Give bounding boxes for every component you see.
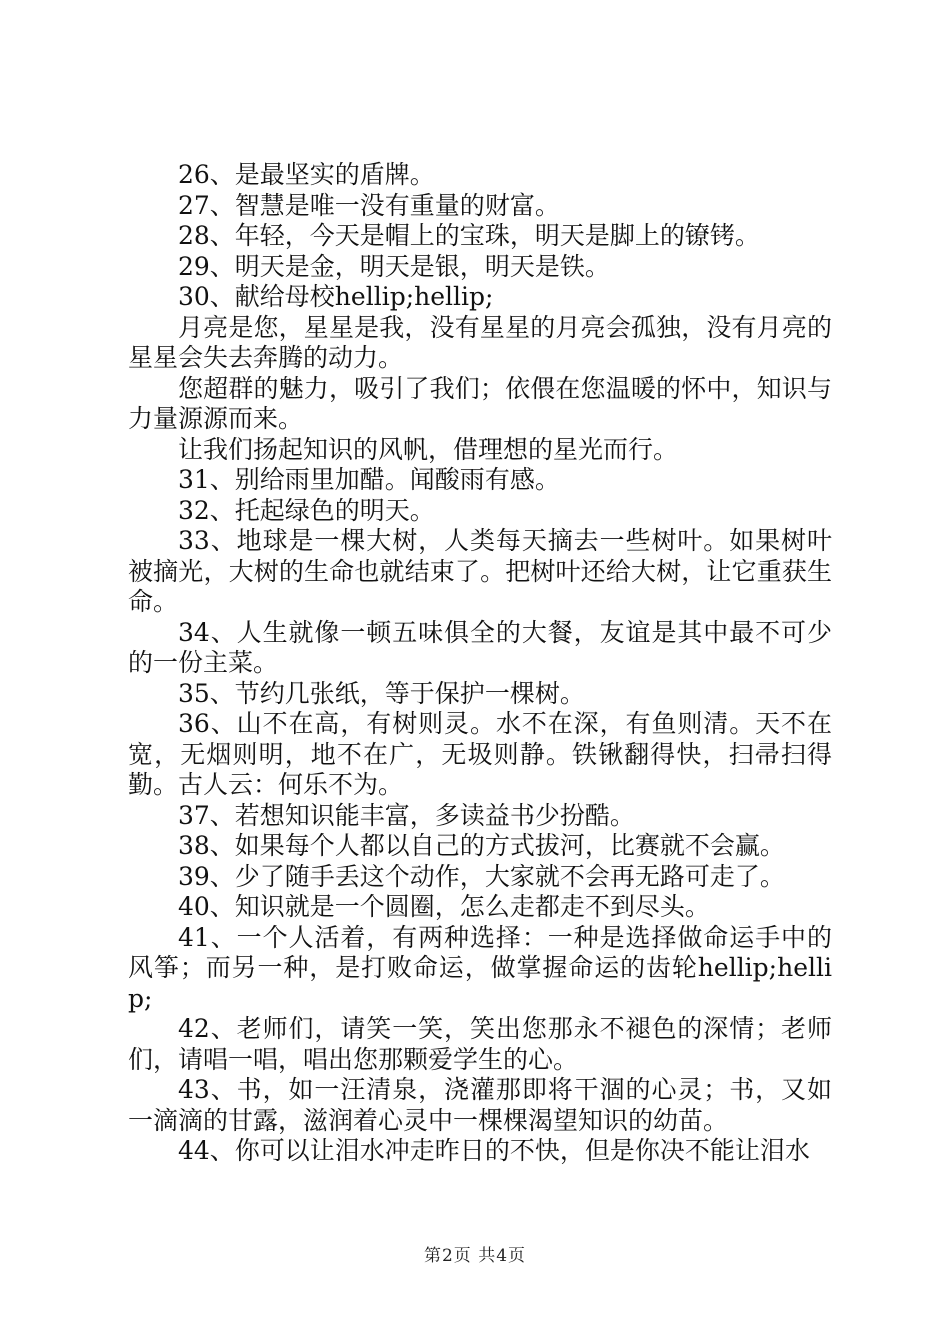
- paragraph: 34、人生就像一顿五味俱全的大餐，友谊是其中最不可少的一份主菜。: [128, 617, 832, 677]
- paragraph: 26、是最坚实的盾牌。: [178, 160, 435, 189]
- paragraph: 42、老师们，请笑一笑，笑出您那永不褪色的深情；老师们，请唱一唱，唱出您那颗爱学生的心。: [128, 1014, 832, 1074]
- paragraph: 29、明天是金，明天是银，明天是铁。: [178, 251, 610, 281]
- paragraph: 36、山不在高，有树则灵。水不在深，有鱼则清。天不在宽，无烟则明，地不在广，无圾则静。铁锹翻得快，扫帚扫得勤。古人云：何乐不为。: [128, 709, 832, 799]
- paragraph: 让我们扬起知识的风帆，借理想的星光而行。: [178, 434, 679, 464]
- paragraph: 30、献给母校hellip;hellip;: [178, 282, 494, 311]
- paragraph: 37、若想知识能丰富，多读益书少扮酷。: [178, 800, 635, 830]
- paragraph: 35、节约几张纸，等于保护一棵树。: [178, 678, 585, 708]
- paragraph: 44、你可以让泪水冲走昨日的不快，但是你决不能让泪水: [178, 1136, 810, 1165]
- page-footer: 第2页 共4页: [423, 1246, 527, 1266]
- paragraph: 27、智慧是唯一没有重量的财富。: [178, 190, 560, 220]
- paragraph: 32、托起绿色的明天。: [178, 495, 435, 525]
- paragraph: 41、一个人活着，有两种选择：一种是选择做命运手中的风筝；而另一种，是打败命运，做掌握命运的齿轮hellip;hellip;: [128, 922, 832, 1013]
- paragraph: 40、知识就是一个圆圈，怎么走都走不到尽头。: [178, 892, 710, 921]
- paragraph: 31、别给雨里加醋。闻酸雨有感。: [178, 465, 560, 494]
- paragraph: 33、地球是一棵大树，人类每天摘去一些树叶。如果树叶被摘光，大树的生命也就结束了。把树叶还给大树，让它重获生命。: [128, 526, 832, 616]
- paragraph: 您超群的魅力，吸引了我们；依偎在您温暖的怀中，知识与力量源源而来。: [128, 373, 832, 433]
- paragraph: 28、年轻，今天是帽上的宝珠，明天是脚上的镣铐。: [178, 221, 760, 250]
- paragraph: 43、书，如一汪清泉，浇灌那即将干涸的心灵；书，又如一滴滴的甘露，滋润着心灵中一棵棵渴望知识的幼苗。: [128, 1075, 832, 1135]
- paragraph: 38、如果每个人都以自己的方式拔河，比赛就不会赢。: [178, 831, 785, 860]
- paragraph: 月亮是您，星星是我，没有星星的月亮会孤独，没有月亮的星星会失去奔腾的动力。: [128, 312, 832, 372]
- document-body: [128, 160, 832, 1167]
- paragraph: 39、少了随手丢这个动作，大家就不会再无路可走了。: [178, 861, 785, 891]
